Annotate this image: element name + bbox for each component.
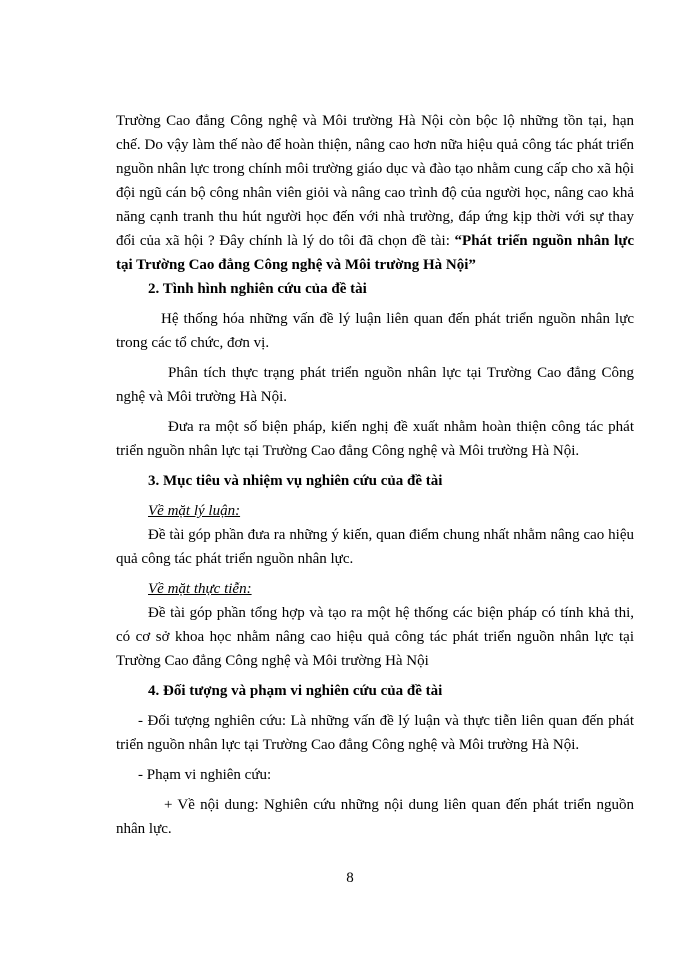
section-4-heading: 4. Đối tượng và phạm vi nghiên cứu của đề tài [148,683,443,699]
section-2-paragraph-1: Hệ thống hóa những vấn đề lý luận liên quan đến phát triển nguồn nhân lực trong các tổ chức, đơn vị. [116,311,634,351]
intro-paragraph [116,109,634,277]
thesis-title: “Phát triển nguồn nhân lực tại Trường Cao đẳng Công nghệ và Môi trường Hà Nội” [116,233,634,273]
section-3-subheading-theory: Về mặt lý luận: [148,503,241,519]
document-body [116,109,634,841]
section-3-paragraph-practice: Đề tài góp phần tổng hợp và tạo ra một hệ thống các biện pháp có tính khả thi, có cơ sở khoa học nhằm nâng cao hiệu quả công tác phát triển nguồn nhân lực tại Trường Cao đẳng Công nghệ và Môi trường Hà Nội [116,605,634,669]
section-2-paragraph-2: Phân tích thực trạng phát triển nguồn nhân lực tại Trường Cao đẳng Công nghệ và Môi trường Hà Nội. [116,365,634,405]
section-2-heading: 2. Tình hình nghiên cứu của đề tài [148,281,367,297]
section-3-paragraph-theory: Đề tài góp phần đưa ra những ý kiến, quan điểm chung nhất nhằm nâng cao hiệu quả công tác phát triển nguồn nhân lực. [116,527,634,567]
section-4-paragraph-scope: - Phạm vi nghiên cứu: [138,767,272,783]
section-3-heading: 3. Mục tiêu và nhiệm vụ nghiên cứu của đề tài [148,473,443,489]
section-2-paragraph-3: Đưa ra một số biện pháp, kiến nghị đề xuất nhằm hoàn thiện công tác phát triển nguồn nhân lực tại Trường Cao đẳng Công nghệ và Môi trường Hà Nội. [116,419,634,459]
section-4-paragraph-object: - Đối tượng nghiên cứu: Là những vấn đề lý luận và thực tiễn liên quan đến phát triển nguồn nhân lực tại Trường Cao đẳng Công nghệ và Môi trường Hà Nội. [116,713,634,753]
section-4-paragraph-content: + Về nội dung: Nghiên cứu những nội dung liên quan đến phát triển nguồn nhân lực. [116,797,634,837]
intro-text: Trường Cao đẳng Công nghệ và Môi trường Hà Nội còn bộc lộ những tồn tại, hạn chế. Do vậy làm thế nào để hoàn thiện, nâng cao hơn nữa hiệu quả công tác phát triển nguồn nhân lực trong chính môi trường giáo dục và đào tạo nhằm cung cấp cho xã hội đội ngũ cán bộ công nhân viên giỏi và nâng cao trình độ của người học, nâng cao khả năng cạnh tranh thu hút người học đến với nhà trường, đáp ứng kịp thời với sự thay đổi của xã hội ? Đây chính là lý do tôi đã chọn đề tài: [116,113,634,249]
section-3-subheading-practice: Về mặt thực tiễn: [148,581,252,597]
page-number: 8 [346,870,354,886]
